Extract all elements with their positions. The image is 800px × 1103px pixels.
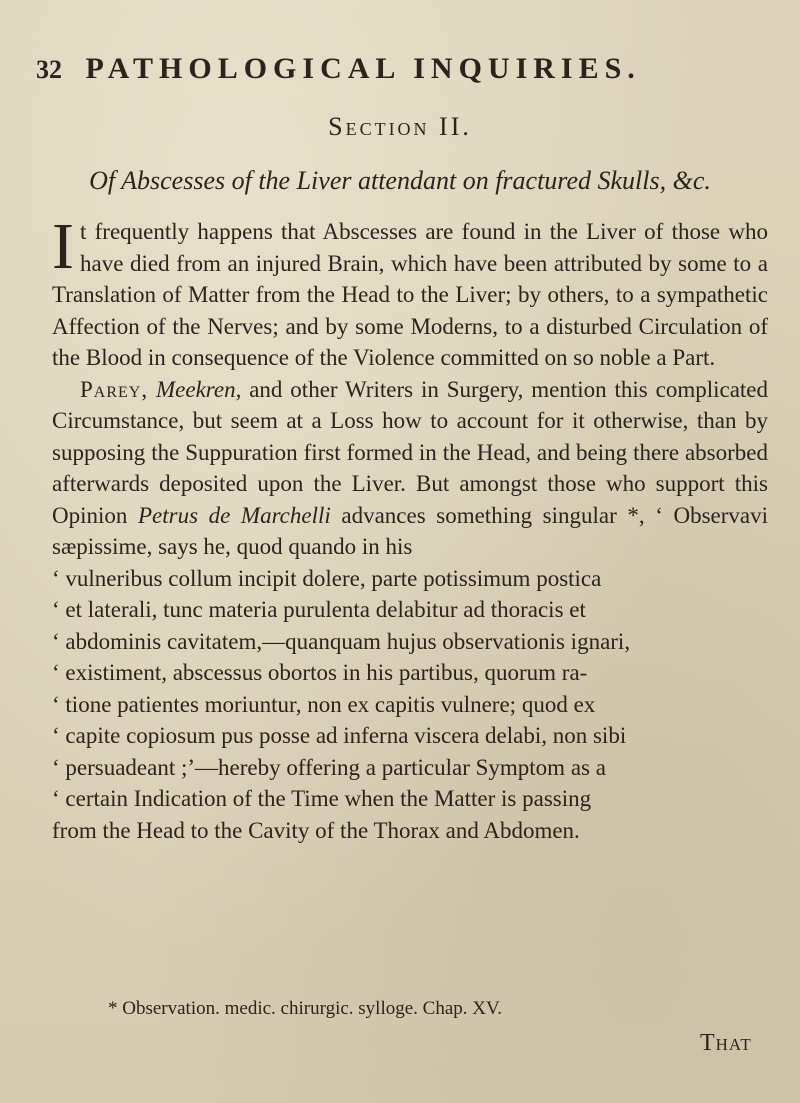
running-head	[36, 52, 776, 86]
page-number: 32	[36, 55, 62, 84]
section-title: Of Abscesses of the Liver attendant on fractured Skulls, &c.	[89, 166, 711, 195]
quote-line: ‘ abdominis cavitatem,—quanquam hujus observationis ignari,	[52, 628, 631, 654]
paragraph-2-final-line: from the Head to the Cavity of the Thorax and Abdomen.	[52, 817, 580, 843]
body-text	[52, 210, 769, 846]
section-heading: Section II.	[328, 112, 472, 141]
catchword: That	[700, 1030, 752, 1056]
author-meekren: Meekren,	[156, 376, 242, 402]
paragraph-2	[52, 374, 768, 847]
footnote: * Observation. medic. chirurgic. sylloge. Chap. XV.	[108, 998, 503, 1019]
quote-line: ‘ certain Indication of the Time when the Matter is passing	[52, 786, 592, 811]
paragraph-2-text-a: and other Writers in Surgery, mention this complicated Circumstance, but seem at a Loss how to account for it otherwise, than by supposing the Suppuration first formed in the Head, and being there absorbed afterwards deposited upon the Liver. But amongst those who support this Opinion	[52, 376, 769, 528]
author-petrus: Petrus de Marchelli	[137, 502, 331, 528]
paragraph-2-text-b: advances something singular *, ‘ Observavi sæpissime, says he, quod quando in his	[52, 502, 768, 559]
quote-line: ‘ persuadeant ;’—hereby offering a particular Symptom as a	[52, 754, 606, 780]
quote-line: ‘ tione patientes moriuntur, non ex capitis vulnere; quod ex	[52, 691, 596, 717]
paragraph-1: It frequently happens that Abscesses are found in the Liver of those who have died from an injured Brain, which have been attributed by some to a Translation of Matter from the Head to the Liver; by others, to a sympathetic Affection of the Nerves; and by some Moderns, to a disturbed Circulation of the Blood in consequence of the Violence committed on so noble a Part.	[52, 210, 768, 370]
quote-line: ‘ existiment, abscessus obortos in his partibus, quorum ra-	[52, 660, 588, 685]
quote-line: ‘ et laterali, tunc materia purulenta delabitur ad thoracis et	[52, 597, 586, 622]
quote-line: ‘ capite copiosum pus posse ad inferna viscera delabi, non sibi	[52, 723, 627, 748]
quote-line: ‘ vulneribus collum incipit dolere, parte potissimum postica	[52, 565, 602, 591]
author-parey: Parey,	[80, 376, 149, 402]
running-head-title: PATHOLOGICAL INQUIRIES.	[85, 52, 641, 85]
